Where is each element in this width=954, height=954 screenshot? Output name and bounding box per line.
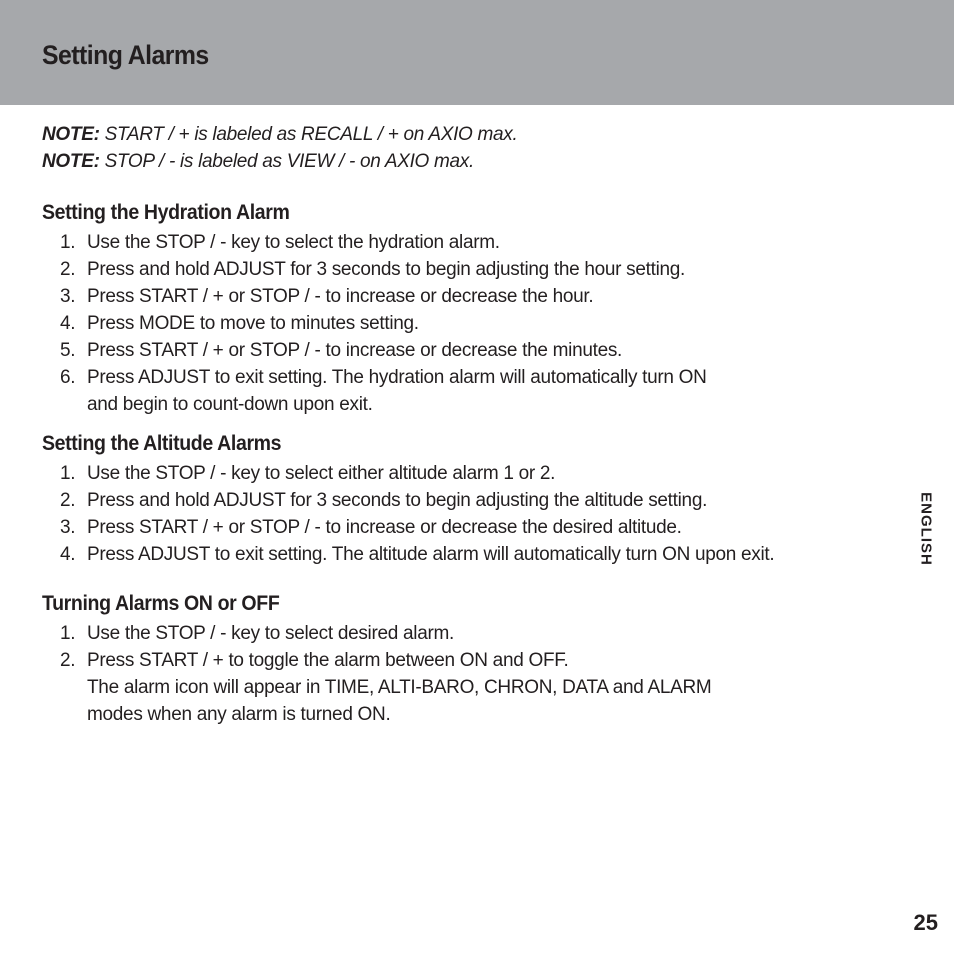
step-number: 1. bbox=[60, 232, 76, 253]
step-text: Press START / + to toggle the alarm between ON and OFF. bbox=[87, 650, 569, 671]
steps-list bbox=[42, 229, 882, 418]
note-label: NOTE: bbox=[42, 124, 100, 145]
step-text: Press and hold ADJUST for 3 seconds to begin adjusting the hour setting. bbox=[87, 259, 686, 280]
step-number: 4. bbox=[60, 544, 76, 565]
step-text: Use the STOP / - key to select either altitude alarm 1 or 2. bbox=[87, 463, 556, 484]
step-text-continued: The alarm icon will appear in TIME, ALTI-BARO, CHRON, DATA and ALARM bbox=[87, 677, 712, 698]
note-line bbox=[42, 148, 882, 175]
steps-list bbox=[42, 460, 882, 568]
section-heading: Setting the Altitude Alarms bbox=[42, 432, 282, 455]
step-number: 5. bbox=[60, 340, 76, 361]
step-number: 4. bbox=[60, 313, 76, 334]
section-turning-alarms bbox=[42, 592, 882, 728]
step-number: 3. bbox=[60, 517, 76, 538]
list-item bbox=[42, 364, 882, 418]
list-item bbox=[42, 229, 882, 256]
section-heading: Turning Alarms ON or OFF bbox=[42, 592, 280, 615]
section-heading: Setting the Hydration Alarm bbox=[42, 201, 290, 224]
step-text-continued: modes when any alarm is turned ON. bbox=[87, 704, 391, 725]
step-text: Press START / + or STOP / - to increase or decrease the minutes. bbox=[87, 340, 623, 361]
page-title: Setting Alarms bbox=[42, 40, 209, 70]
list-item bbox=[42, 647, 882, 728]
list-item bbox=[42, 541, 882, 568]
note-label: NOTE: bbox=[42, 151, 100, 172]
step-number: 1. bbox=[60, 463, 76, 484]
list-item bbox=[42, 310, 882, 337]
list-item bbox=[42, 487, 882, 514]
step-text-continued: and begin to count-down upon exit. bbox=[87, 394, 373, 415]
list-item bbox=[42, 460, 882, 487]
section-hydration-alarm bbox=[42, 201, 882, 418]
list-item bbox=[42, 283, 882, 310]
step-text: Press START / + or STOP / - to increase or decrease the hour. bbox=[87, 286, 594, 307]
list-item bbox=[42, 256, 882, 283]
list-item bbox=[42, 514, 882, 541]
step-number: 2. bbox=[60, 259, 76, 280]
step-text: Press and hold ADJUST for 3 seconds to begin adjusting the altitude setting. bbox=[87, 490, 708, 511]
step-number: 1. bbox=[60, 623, 76, 644]
step-text: Press MODE to move to minutes setting. bbox=[87, 313, 419, 334]
step-number: 2. bbox=[60, 490, 76, 511]
page-content bbox=[42, 121, 882, 728]
note-text: STOP / - is labeled as VIEW / - on AXIO max. bbox=[99, 151, 474, 172]
list-item bbox=[42, 620, 882, 647]
note-line bbox=[42, 121, 882, 148]
step-text: Use the STOP / - key to select the hydration alarm. bbox=[87, 232, 500, 253]
list-item bbox=[42, 337, 882, 364]
step-number: 3. bbox=[60, 286, 76, 307]
section-altitude-alarms bbox=[42, 432, 882, 568]
step-number: 2. bbox=[60, 650, 76, 671]
step-text: Use the STOP / - key to select desired alarm. bbox=[87, 623, 455, 644]
language-tab-label: ENGLISH bbox=[917, 492, 935, 566]
step-number: 6. bbox=[60, 367, 76, 388]
note-text: START / + is labeled as RECALL / + on AXIO max. bbox=[99, 124, 518, 145]
page-number: 25 bbox=[913, 910, 938, 935]
step-text: Press ADJUST to exit setting. The hydration alarm will automatically turn ON bbox=[87, 367, 707, 388]
steps-list bbox=[42, 620, 882, 728]
step-text: Press ADJUST to exit setting. The altitude alarm will automatically turn ON upon exit. bbox=[87, 544, 775, 565]
step-text: Press START / + or STOP / - to increase or decrease the desired altitude. bbox=[87, 517, 682, 538]
